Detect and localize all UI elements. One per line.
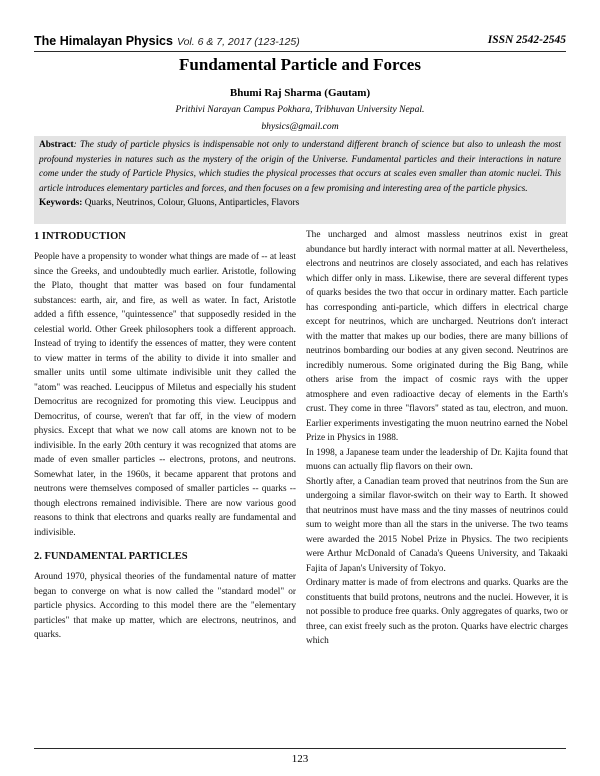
section-heading-fundamental-particles: 2. FUNDAMENTAL PARTICLES xyxy=(34,551,188,562)
journal-title: The Himalayan Physics xyxy=(34,34,173,48)
kajita-paragraph: In 1998, a Japanese team under the leadership of Dr. Kajita found that muons can actually flip flavors on their own. xyxy=(306,447,568,472)
abstract-label: Abstract xyxy=(39,140,74,150)
neutrinos-paragraph: The uncharged and almost massless neutrinos exist in great abundance but hardly interact with normal matter at all. Nevertheless, electrons and neutrinos are closely associated, and each has relatives which differ only in mass. Likewise, there are several different types of quarks besides the two that occur in ordinary matter. Each particle has corresponding anti-particle, which differs in electrical charge except for neutrinos, which are uncharged. Neutrions don't interact with the matter that makes up our bodies, there are many billions of neutrinos bombarding our bodies at any given second. Neutrinos are incredibly numerous. Some originated during the Big Bang, while others arise from the impact of cosmic rays with the upper atmosphere and even radioactive decay of elements in the Earth's crust. They come in three "flavors" stated as tau, electron, and muon. Earlier experiments investigating the muon neutrino earned the Nobel Prize in Physics in 1988. xyxy=(306,230,568,443)
introduction-paragraph: People have a propensity to wonder what things are made of -- at least since the Greeks, and undoubtedly much earlier. Aristotle, following the Plato, thought that matter was based on four fundamental substances: earth, air, and fire, as well as water. In fact, Aristotle added a fifth essence, "quintessence" that supposedly resided in the celestial world. Other Greek philosophers took a different approach. Instead of trying to identify the essences of matter, they were content to view matter in terms of the ability to divide it into smaller and smaller units until some ultimate indivisible unit they called the "atom" was reached. Leucippus of Miletus and especially his student Democritus are recognized for promoting this view. Leucippus and Democritus, of course, weren't that far off, in the view of modern physics. Except that what we now call atoms are known not to be indivisible. In the early 20th century it was recognized that atoms are made of even smaller particles -- electrons, protons, and neutrons. Somewhat later, in the 1960s, it became apparent that protons and neutrons were themselves composed of smaller particles -- quarks -- though electrons remained indivisible. There are now various good reasons to think that electrons and quarks really are fundamental and indivisible. xyxy=(34,252,296,538)
journal-name xyxy=(34,34,300,48)
author-affiliation: Prithivi Narayan Campus Pokhara, Tribhuvan University Nepal. xyxy=(175,104,425,115)
journal-header xyxy=(34,34,566,52)
quarks-paragraph: Ordinary matter is made of from electrons and quarks. Quarks are the constituents that build protons, neutrons and the nuclei. However, it is not possible to produce free quarks. Only aggregates of quarks, two or three, can exist freely such as the proton. Quarks have electric charges which xyxy=(306,578,568,646)
left-column xyxy=(34,228,296,643)
journal-volume: Vol. 6 & 7, 2017 (123-125) xyxy=(176,36,300,48)
article-author: Bhumi Raj Sharma (Gautam) xyxy=(229,87,371,99)
article-title: Fundamental Particle and Forces xyxy=(179,55,421,74)
fundamental-particles-paragraph: Around 1970, physical theories of the fundamental nature of matter began to converge on what is now called the "standard model" or particle physics. According to this model there are the "elementary particles" that make up matter, which are electrons, neutrinos, and quarks. xyxy=(34,572,296,640)
footer-rule xyxy=(34,748,566,749)
page-number: 123 xyxy=(291,753,309,765)
nobel-paragraph: Shortly after, a Canadian team proved that neutrinos from the Sun are undergoing a similar flavor-switch on their way to Earth. It showed that neutrinos must have mass and the tiny masses of neutrinos could sum to weight more than all the stars in the universe. The two teams were awarded the 2015 Nobel Prize in Physics. The two recipients were Arthur McDonald of Canada's Queens University, and Takaaki Fajita of Japan's University of Tokyo. xyxy=(306,476,568,574)
keywords-list: Quarks, Neutrinos, Colour, Gluons, Antiparticles, Flavors xyxy=(84,198,300,208)
section-heading-introduction: 1 INTRODUCTION xyxy=(34,231,126,242)
abstract-box xyxy=(34,136,566,224)
keywords-label: Keywords: xyxy=(39,198,83,208)
right-column xyxy=(306,228,568,649)
author-email: bhysics@gmail.com xyxy=(261,121,339,132)
header-rule xyxy=(34,51,566,52)
abstract-text: : The study of particle physics is indispensable not only to understand different branch of science but also to unleash the most profound mysteries in natures such as the mystery of the origin of the Universe. Fundamental particles and their interactions in nature come under the study of Particle Physics, which studies the physical processes that occurs at scales even smaller than atomic nuclei. This article introduces elementary particles and forces, and then focuses on a few promising and interesting area of the particle physics. xyxy=(39,140,561,194)
issn-label: ISSN 2542-2545 xyxy=(487,34,566,46)
section-gap xyxy=(34,540,296,548)
